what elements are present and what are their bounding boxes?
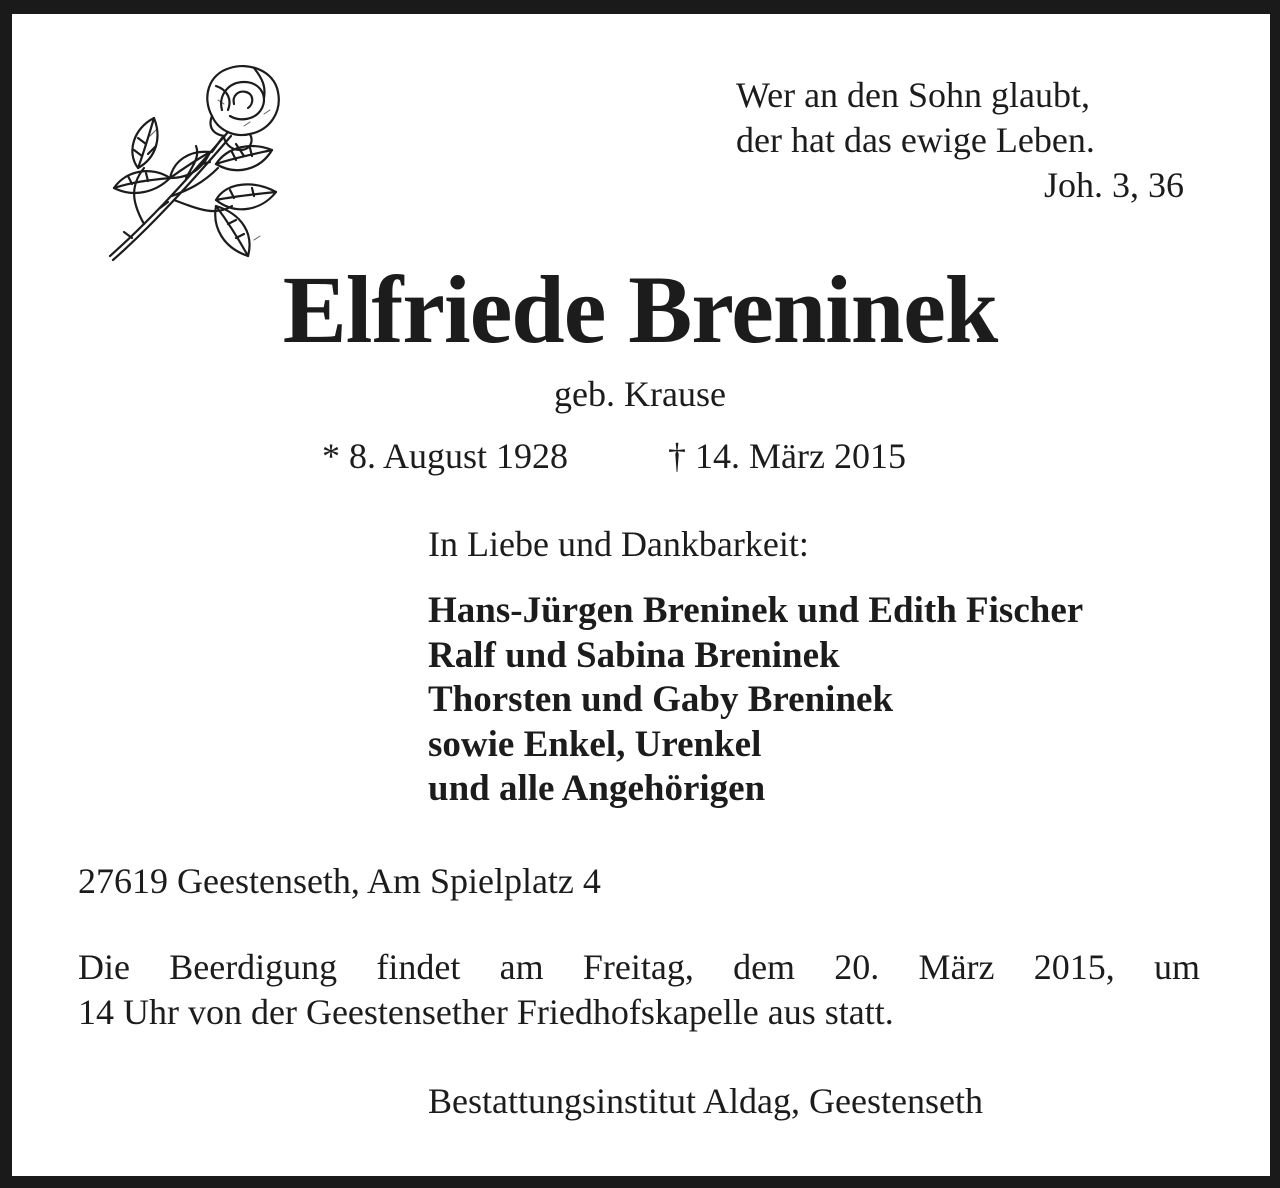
- birth-date: * 8. August 1928: [322, 436, 569, 476]
- mourner-name: und alle Angehörigen: [428, 768, 766, 809]
- mourner-name: Hans-Jürgen Breninek und Edith Fischer: [428, 590, 1084, 631]
- bible-reference: Joh. 3, 36: [1043, 165, 1184, 205]
- mourner-name: Ralf und Sabina Breninek: [428, 634, 840, 676]
- mourners-list: [428, 589, 1083, 812]
- maiden-name: geb. Krause: [554, 374, 726, 414]
- funeral-line: 14 Uhr von der Geestensether Friedhofskapelle aus statt.: [78, 992, 894, 1032]
- funeral-home: Bestattungsinstitut Aldag, Geestenseth: [428, 1081, 983, 1121]
- funeral-announcement: [78, 945, 1200, 1035]
- bible-quote: [736, 73, 1095, 163]
- deceased-name: Elfriede Breninek: [282, 256, 998, 363]
- mourner-name: sowie Enkel, Urenkel: [428, 723, 762, 765]
- funeral-line: Die Beerdigung findet am Freitag, dem 20. März 2015, um: [78, 947, 1200, 987]
- thanks-line: In Liebe und Dankbarkeit:: [428, 524, 809, 564]
- bible-quote-line: der hat das ewige Leben.: [736, 120, 1095, 160]
- rose-icon: [104, 60, 288, 266]
- death-date: † 14. März 2015: [668, 436, 906, 476]
- bible-quote-line: Wer an den Sohn glaubt,: [736, 75, 1091, 115]
- family-address: 27619 Geestenseth, Am Spielplatz 4: [78, 861, 601, 901]
- mourner-name: Thorsten und Gaby Breninek: [428, 679, 894, 720]
